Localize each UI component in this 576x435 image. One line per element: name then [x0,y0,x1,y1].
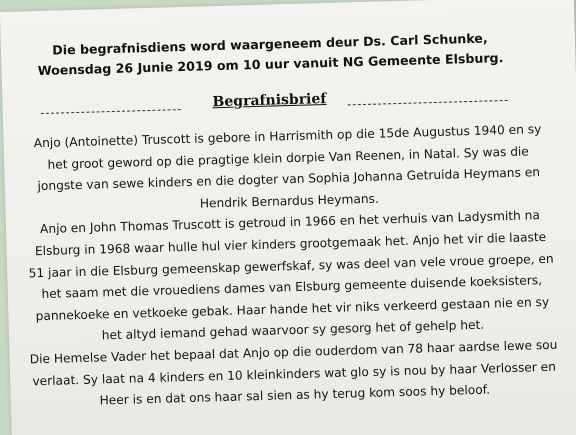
body-line: verlaat. Sy laat na 4 kinders en 10 kleinkinders wat glo sy is nou by haar Verlosser en [32,359,557,388]
body-line: Anjo (Antoinette) Truscott is gebore in Harrismith op die 15de Augustus 1940 en sy [33,122,542,151]
body-line: Anjo en John Thomas Truscott is getroud in 1966 en het verhuis van Ladysmith na [39,208,541,237]
letter-body [17,119,565,415]
service-line-2: Woensdag 26 Junie 2019 om 10 uur vanuit NG Gemeente Elsburg. [37,50,504,79]
body-line: pannekoeke en vetkoeke gebak. Haar hande het vir niks verkeerd gestaan nie en sy [35,294,550,323]
body-line: het saam met die vrouediens dames van Elsburg gemeente duisende koeksisters, [41,273,543,302]
body-line: Die Hemelse Vader het bepaal dat Anjo op die ouderdom van 78 haar aardse lewe sou [29,337,558,367]
document-title: Begrafnisbrief [212,91,327,111]
dashed-rule-left [41,109,181,114]
service-announcement [35,28,506,81]
service-line-1: Die begrafnisdiens word waargeneem deur Ds. Carl Schunke, [52,30,488,58]
body-line: Hendrik Bernardus Heymans. [199,191,379,211]
title-row [32,86,512,123]
body-line: het altyd iemand gehad waarvoor sy gesorg het of gehelp het. [101,318,485,343]
body-line: jongste van sewe kinders en die dogter van Sophia Johanna Getruida Heymans en [37,165,541,194]
dashed-rule-right [348,100,508,105]
body-line: 51 jaar in die Elsburg gemeenskap gewerfskaf, sy was deel van vele vroue groepe, en [28,251,554,280]
body-line: Heer is en dat ons haar sal sien as hy terug kom soos hy beloof. [99,382,491,408]
body-line: Elsburg in 1968 waar hulle hul vier kinders grootgemaak het. Anjo het vir die laaste [34,229,547,259]
body-line: het groot geword op die pragtige klein dorpie Van Reenen, in Natal. Sy was die [47,143,530,172]
